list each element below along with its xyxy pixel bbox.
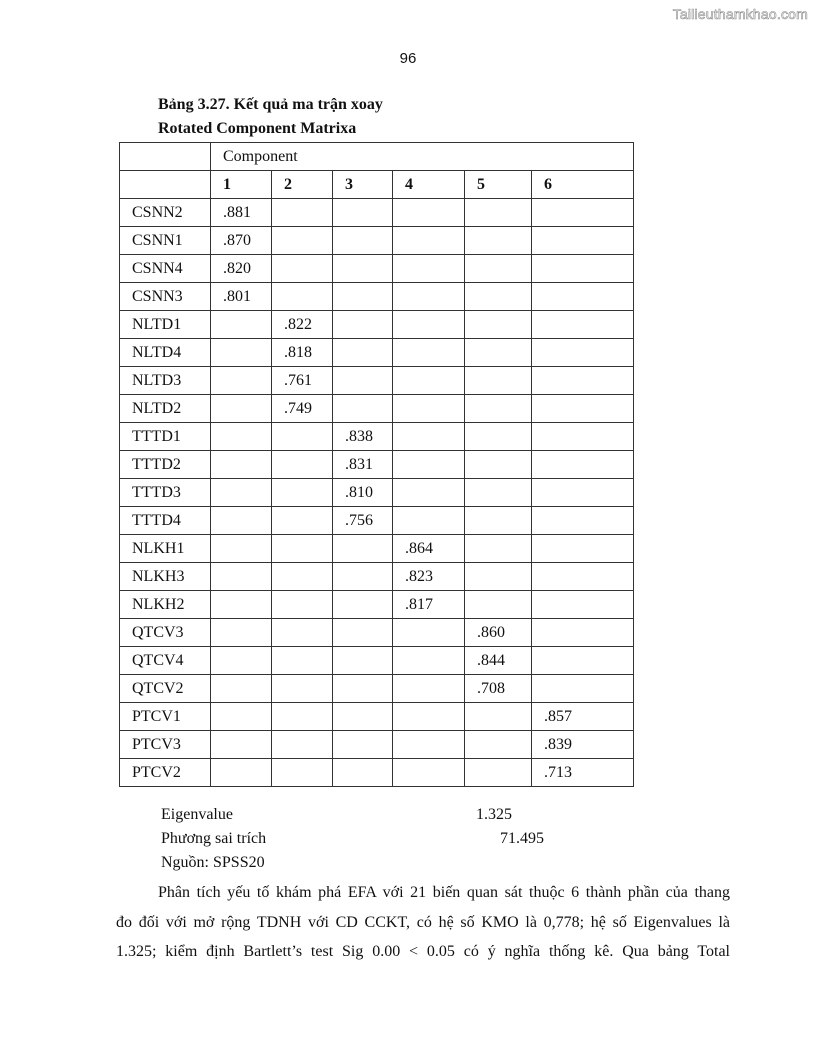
loading-cell [465,423,532,451]
loading-cell [532,423,634,451]
loading-cell [465,339,532,367]
header-empty-cell [120,143,211,171]
row-label: QTCV3 [120,619,211,647]
loading-cell [393,227,465,255]
loading-cell [465,367,532,395]
loading-cell: .838 [333,423,393,451]
column-header: 2 [272,171,333,199]
loading-cell [272,647,333,675]
row-label: PTCV2 [120,759,211,787]
loading-cell [333,255,393,283]
loading-cell [532,675,634,703]
loading-cell [272,619,333,647]
table-row [120,703,634,731]
loading-cell: .823 [393,563,465,591]
loading-cell [333,619,393,647]
loading-cell [333,731,393,759]
loading-cell: .839 [532,731,634,759]
loading-cell [393,759,465,787]
loading-cell [211,479,272,507]
row-label: NLTD1 [120,311,211,339]
loading-cell [211,339,272,367]
eigenvalue-label: Eigenvalue [161,806,233,823]
loading-cell [211,507,272,535]
table-row [120,311,634,339]
table-row [120,535,634,563]
loading-cell [272,199,333,227]
loading-cell [333,199,393,227]
loading-cell: .857 [532,703,634,731]
row-label: CSNN2 [120,199,211,227]
row-label: NLTD2 [120,395,211,423]
loading-cell [532,563,634,591]
loading-cell [393,255,465,283]
loading-cell: .864 [393,535,465,563]
row-label: PTCV3 [120,731,211,759]
table-row [120,591,634,619]
table-row [120,619,634,647]
loading-cell [465,255,532,283]
row-label: NLKH2 [120,591,211,619]
table-row [120,283,634,311]
loading-cell [333,535,393,563]
loading-cell [532,255,634,283]
loading-cell [393,423,465,451]
loading-cell [333,339,393,367]
variance-value: 71.495 [500,830,544,847]
loading-cell: .844 [465,647,532,675]
loading-cell [465,731,532,759]
loading-cell [465,535,532,563]
loading-cell [333,563,393,591]
table-row [120,731,634,759]
loading-cell [465,591,532,619]
loading-cell [393,395,465,423]
header-empty-cell [120,171,211,199]
paragraph-line: đo đối với mở rộng TDNH với CD CCKT, có hệ số KMO là 0,778; hệ số Eigenvalues là [116,913,730,931]
eigenvalue-value: 1.325 [476,806,512,823]
loading-cell [532,451,634,479]
loading-cell [333,703,393,731]
loading-cell [333,647,393,675]
loading-cell [465,703,532,731]
loading-cell [333,395,393,423]
watermark: Tailieuthamkhao.com [672,6,808,22]
loading-cell [272,731,333,759]
loading-cell: .820 [211,255,272,283]
loading-cell [211,731,272,759]
loading-cell [465,759,532,787]
loading-cell [465,283,532,311]
page-number: 96 [399,50,417,67]
loading-cell: .860 [465,619,532,647]
loading-cell [211,451,272,479]
table-row [120,675,634,703]
loading-cell [465,507,532,535]
loading-cell [272,479,333,507]
table-row [120,367,634,395]
loading-cell [393,731,465,759]
loading-cell [465,311,532,339]
loading-cell [272,423,333,451]
loading-cell: .713 [532,759,634,787]
loading-cell [211,535,272,563]
loading-cell [211,703,272,731]
row-label: QTCV4 [120,647,211,675]
loading-cell [211,647,272,675]
paragraph-line: Phân tích yếu tố khám phá EFA với 21 biến quan sát thuộc 6 thành phần của thang [158,884,730,901]
row-label: CSNN1 [120,227,211,255]
loading-cell [532,647,634,675]
loading-cell [333,367,393,395]
loading-cell [211,591,272,619]
table-row [120,563,634,591]
row-label: NLTD3 [120,367,211,395]
loading-cell [393,311,465,339]
table-row [120,395,634,423]
loading-cell: .831 [333,451,393,479]
table-row [120,647,634,675]
loading-cell [393,507,465,535]
loading-cell [465,395,532,423]
loading-cell: .810 [333,479,393,507]
row-label: NLKH1 [120,535,211,563]
column-header: 6 [532,171,634,199]
loading-cell [211,395,272,423]
component-header: Component [211,143,634,171]
loading-cell [393,675,465,703]
loading-cell: .818 [272,339,333,367]
loading-cell: .881 [211,199,272,227]
loading-cell: .817 [393,591,465,619]
table-row [120,227,634,255]
loading-cell: .708 [465,675,532,703]
table-row [120,759,634,787]
row-label: NLTD4 [120,339,211,367]
body-paragraph [116,878,730,967]
loading-cell [333,759,393,787]
loading-cell [393,479,465,507]
loading-cell: .822 [272,311,333,339]
table-row [120,339,634,367]
table-row [120,423,634,451]
column-header: 3 [333,171,393,199]
row-label: TTTD2 [120,451,211,479]
row-label: TTTD3 [120,479,211,507]
column-header: 5 [465,171,532,199]
loading-cell [393,619,465,647]
loading-cell [272,283,333,311]
loading-cell [532,367,634,395]
loading-cell [272,759,333,787]
loading-cell [211,675,272,703]
loading-cell [532,311,634,339]
loading-cell [465,479,532,507]
loading-cell [532,199,634,227]
loading-cell [333,591,393,619]
loading-cell [532,339,634,367]
paragraph-line: 1.325; kiểm định Bartlett’s test Sig 0.00 < 0.05 có ý nghĩa thống kê. Qua bảng Total [116,943,730,960]
loading-cell [211,367,272,395]
row-label: CSNN4 [120,255,211,283]
table-row [120,507,634,535]
loading-cell [211,563,272,591]
loading-cell [272,591,333,619]
loading-cell [211,423,272,451]
column-header: 4 [393,171,465,199]
loading-cell [393,283,465,311]
row-label: NLKH3 [120,563,211,591]
loading-cell [465,199,532,227]
row-label: QTCV2 [120,675,211,703]
row-label: TTTD4 [120,507,211,535]
loading-cell [532,507,634,535]
variance-label: Phương sai trích [161,830,267,847]
loading-cell [532,227,634,255]
loading-cell [333,227,393,255]
loading-cell [272,535,333,563]
loading-cell [333,311,393,339]
loading-cell: .801 [211,283,272,311]
row-label: PTCV1 [120,703,211,731]
loading-cell [393,703,465,731]
loading-cell [272,703,333,731]
table-row [120,255,634,283]
loading-cell [393,647,465,675]
loading-cell [272,451,333,479]
loading-cell [393,339,465,367]
row-label: CSNN3 [120,283,211,311]
table-row [120,451,634,479]
table-column-numbers-row [120,171,634,199]
loading-cell [532,591,634,619]
table-row [120,199,634,227]
loading-cell [333,675,393,703]
loading-cell [465,563,532,591]
loading-cell [393,367,465,395]
loading-cell [393,199,465,227]
loading-cell [465,227,532,255]
loading-cell [211,759,272,787]
loading-cell [272,507,333,535]
source-note: Nguồn: SPSS20 [161,854,265,871]
loading-cell: .870 [211,227,272,255]
loading-cell [272,227,333,255]
loading-cell [211,311,272,339]
column-header: 1 [211,171,272,199]
loading-cell [393,451,465,479]
loading-cell: .761 [272,367,333,395]
table-row [120,479,634,507]
loading-cell: .756 [333,507,393,535]
loading-cell [532,619,634,647]
table-header-row [120,143,634,171]
loading-cell [465,451,532,479]
loading-cell [272,563,333,591]
loading-cell [532,395,634,423]
loading-cell [272,255,333,283]
row-label: TTTD1 [120,423,211,451]
loading-cell [333,283,393,311]
table-caption: Bảng 3.27. Kết quả ma trận xoay [158,96,383,113]
loading-cell [532,283,634,311]
loading-cell [272,675,333,703]
loading-cell [211,619,272,647]
rotated-component-matrix-table [119,142,634,787]
table-subcaption: Rotated Component Matrixa [158,120,357,137]
loading-cell [532,535,634,563]
loading-cell [532,479,634,507]
loading-cell: .749 [272,395,333,423]
